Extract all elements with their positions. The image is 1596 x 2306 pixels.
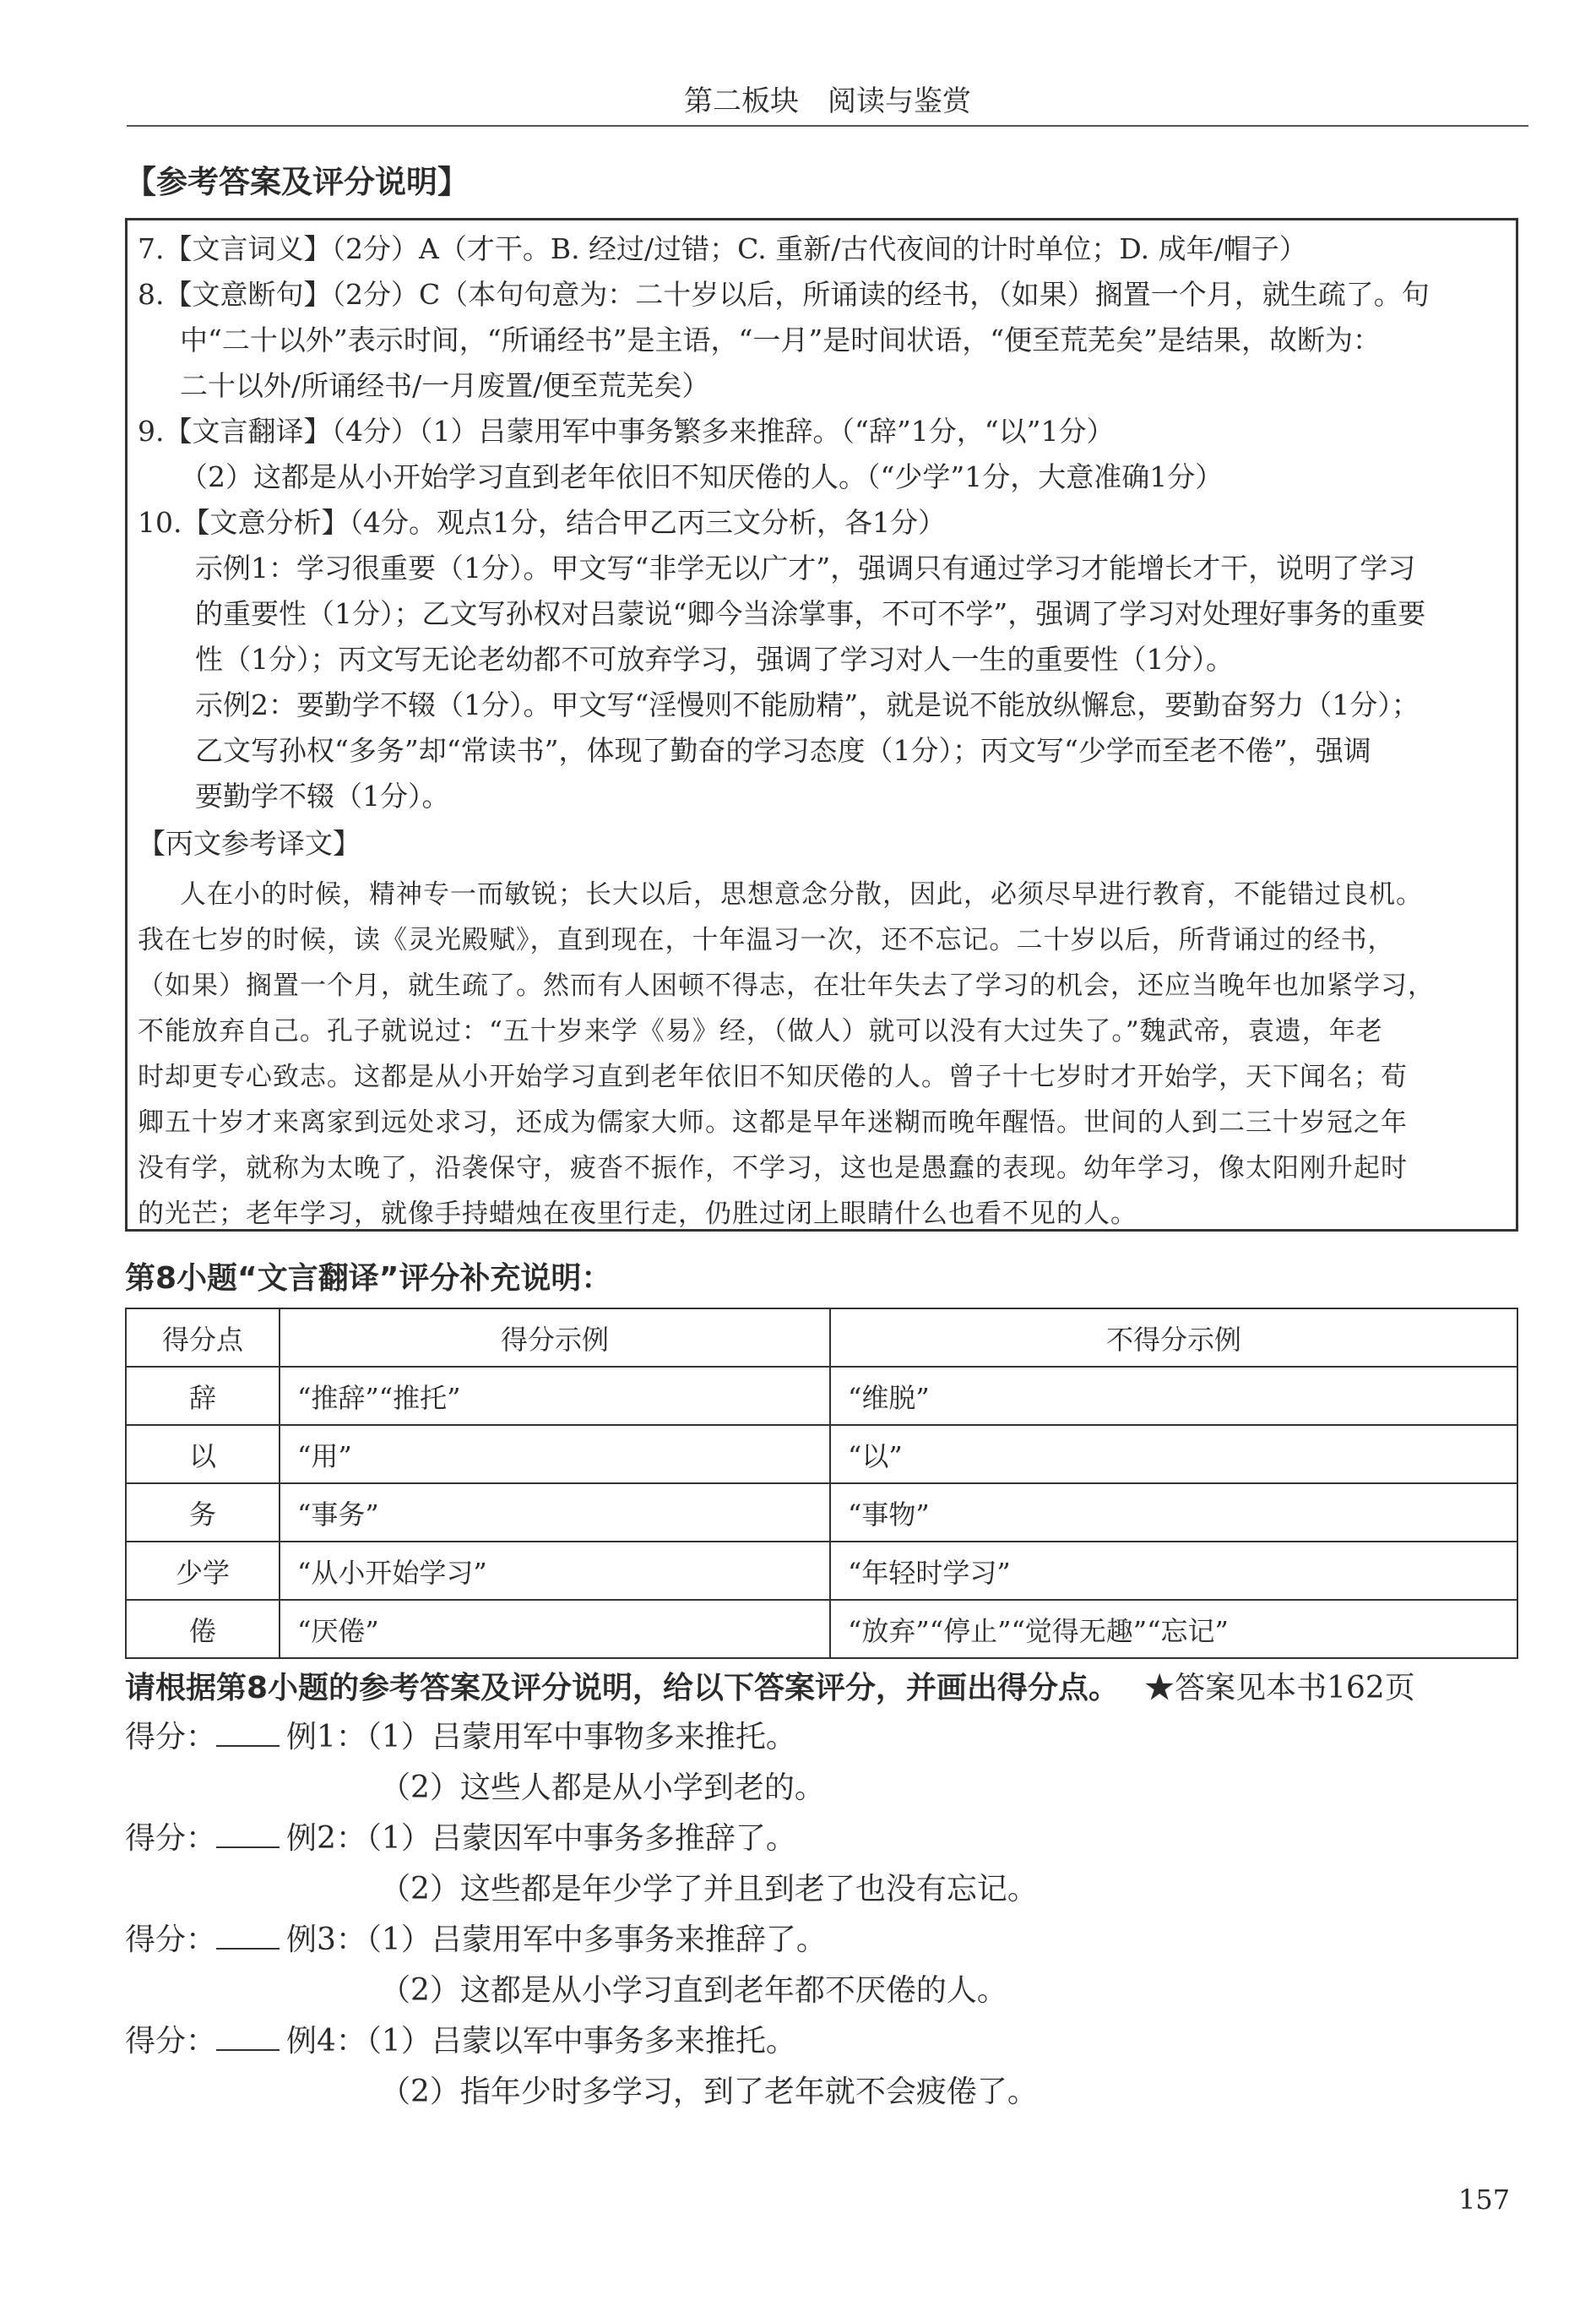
score-blank[interactable] bbox=[216, 1923, 280, 1950]
table-cell: 倦 bbox=[126, 1600, 280, 1658]
answer-line: 性（1分）；丙文写无论老幼都不可放弃学习，强调了学习对人一生的重要性（1分）。 bbox=[195, 643, 1234, 676]
answer-line: 中“二十以外”表示时间，“所诵经书”是主语，“一月”是时间状语，“便至荒芜矣”是结果，故断为： bbox=[180, 324, 1381, 356]
example-4-line-2: （2）指年少时多学习，到了老年就不会疲倦了。 bbox=[380, 2075, 1038, 2109]
task-text: 请根据第8小题的参考答案及评分说明，给以下答案评分，并画出得分点。 bbox=[125, 1671, 1120, 1705]
translation-line: （如果）搁置一个月，就生疏了。然而有人困顿不得志，在壮年失去了学习的机会，还应当晚年也加紧学习， bbox=[138, 971, 1435, 1001]
answer-line: 示例1：学习很重要（1分）。甲文写“非学无以广才”，强调只有通过学习才能增长才干，说明了学习 bbox=[195, 552, 1416, 585]
example-1-line-1 bbox=[125, 1713, 796, 1756]
example-2-line-2: （2）这些都是年少学了并且到老了也没有忘记。 bbox=[380, 1872, 1038, 1906]
score-label: 得分： bbox=[125, 1923, 217, 1957]
example-label: 例3： bbox=[286, 1923, 366, 1957]
table-cell: “从小开始学习” bbox=[280, 1542, 830, 1600]
translation-title: 【丙文参考译文】 bbox=[138, 827, 361, 860]
table-cell: “维脱” bbox=[830, 1367, 1517, 1425]
example-4-line-1 bbox=[125, 2017, 796, 2060]
answer-line: 10.【文意分析】（4分。观点1分，结合甲乙丙三文分析，各1分） bbox=[138, 506, 946, 539]
translation-line: 我在七岁的时候，读《灵光殿赋》，直到现在，十年温习一次，还不忘记。二十岁以后，所背诵过的经书， bbox=[138, 925, 1395, 955]
table-cell: “年轻时学习” bbox=[830, 1542, 1517, 1600]
table-cell: “事物” bbox=[830, 1483, 1517, 1542]
translation-line: 人在小的时候，精神专一而敏锐；长大以后，思想意念分散，因此，必须尽早进行教育，不能错过良机。 bbox=[180, 879, 1423, 910]
table-row bbox=[126, 1600, 1517, 1658]
answer-line: 二十以外/所诵经书/一月废置/便至荒芜矣） bbox=[180, 369, 710, 402]
table-cell: “事务” bbox=[280, 1483, 830, 1542]
score-blank[interactable] bbox=[216, 1720, 280, 1747]
example-label: 例1： bbox=[286, 1720, 366, 1754]
page-number: 157 bbox=[1458, 2184, 1511, 2216]
example-2-line-1 bbox=[125, 1814, 796, 1857]
section-title: 【参考答案及评分说明】 bbox=[125, 164, 469, 200]
translation-line: 的光芒；老年学习，就像手持蜡烛在夜里行走，仍胜过闭上眼睛什么也看不见的人。 bbox=[138, 1199, 1137, 1229]
table-header: 得分示例 bbox=[280, 1308, 830, 1367]
header-divider bbox=[127, 125, 1528, 127]
translation-line: 时却更专心致志。这都是从小开始学习直到老年依旧不知厌倦的人。曾子十七岁时才开始学，天下闻名；荀 bbox=[138, 1062, 1408, 1092]
answer-line: 示例2：要勤学不辍（1分）。甲文写“淫慢则不能励精”，就是说不能放纵懈怠，要勤奋努力（1分）； bbox=[195, 688, 1420, 721]
supplement-title: 第8小题“文言翻译”评分补充说明： bbox=[125, 1261, 612, 1296]
example-answer: （1）吕蒙因军中事务多推辞了。 bbox=[366, 1821, 796, 1856]
table-cell: 以 bbox=[126, 1425, 280, 1483]
translation-line: 没有学，就称为太晚了，沿袭保守，疲沓不振作，不学习，这也是愚蠢的表现。幼年学习，像太阳刚升起时 bbox=[138, 1153, 1408, 1183]
answer-line: 8.【文意断句】（2分）C（本句句意为：二十岁以后，所诵读的经书，（如果）搁置一个月，就生疏了。句 bbox=[138, 278, 1430, 311]
table-row bbox=[126, 1542, 1517, 1600]
table-header: 得分点 bbox=[126, 1308, 280, 1367]
table-header-row bbox=[126, 1308, 1517, 1367]
answer-line: 7.【文言词义】（2分）A（才干。B. 经过/过错；C. 重新/古代夜间的计时单位；D. 成年/帽子） bbox=[138, 232, 1307, 265]
table-row bbox=[126, 1425, 1517, 1483]
table-cell: “以” bbox=[830, 1425, 1517, 1483]
example-3-line-1 bbox=[125, 1916, 827, 1959]
score-blank[interactable] bbox=[216, 1821, 280, 1848]
answer-line: （2）这都是从小开始学习直到老年依旧不知厌倦的人。（“少学”1分，大意准确1分） bbox=[180, 460, 1224, 493]
page-header: 第二板块 阅读与鉴赏 bbox=[684, 84, 971, 118]
table-header: 不得分示例 bbox=[830, 1308, 1517, 1367]
table-cell: 务 bbox=[126, 1483, 280, 1542]
answer-line: 乙文写孙权“多务”却“常读书”，体现了勤奋的学习态度（1分）；丙文写“少学而至老不倦”，强调 bbox=[195, 734, 1371, 767]
score-label: 得分： bbox=[125, 1821, 217, 1856]
example-answer: （1）吕蒙用军中多事务来推辞了。 bbox=[366, 1923, 827, 1957]
table-cell: “厌倦” bbox=[280, 1600, 830, 1658]
score-blank[interactable] bbox=[216, 2024, 280, 2051]
task-instruction bbox=[125, 1664, 1415, 1707]
example-label: 例4： bbox=[286, 2024, 366, 2059]
table-cell: “放弃”“停止”“觉得无趣”“忘记” bbox=[830, 1600, 1517, 1658]
score-label: 得分： bbox=[125, 1720, 217, 1754]
table-cell: 辞 bbox=[126, 1367, 280, 1425]
grading-table bbox=[125, 1308, 1518, 1659]
translation-line: 不能放弃自己。孔子就说过：“五十岁来学《易》经，（做人）就可以没有大过失了。”魏武帝，袁遗，年老 bbox=[138, 1016, 1383, 1047]
answer-line: 9.【文言翻译】（4分）（1）吕蒙用军中事务繁多来推辞。（“辞”1分，“以”1分） bbox=[138, 415, 1115, 448]
table-cell: 少学 bbox=[126, 1542, 280, 1600]
translation-line: 卿五十岁才来离家到远处求习，还成为儒家大师。这都是早年迷糊而晚年醒悟。世间的人到二三十岁冠之年 bbox=[138, 1107, 1408, 1138]
table-cell: “用” bbox=[280, 1425, 830, 1483]
score-label: 得分： bbox=[125, 2024, 217, 2059]
answer-line: 的重要性（1分）；乙文写孙权对吕蒙说“卿今当涂掌事，不可不学”，强调了学习对处理好事务的重要 bbox=[195, 597, 1426, 630]
table-cell: “推辞”“推托” bbox=[280, 1367, 830, 1425]
example-answer: （1）吕蒙用军中事物多来推托。 bbox=[366, 1720, 796, 1754]
answer-line: 要勤学不辍（1分）。 bbox=[195, 780, 450, 813]
answer-reference: ★答案见本书162页 bbox=[1144, 1671, 1415, 1705]
example-answer: （1）吕蒙以军中事务多来推托。 bbox=[366, 2024, 796, 2059]
answer-box bbox=[125, 218, 1518, 1232]
example-label: 例2： bbox=[286, 1821, 366, 1856]
table-row bbox=[126, 1367, 1517, 1425]
example-3-line-2: （2）这都是从小学习直到老年都不厌倦的人。 bbox=[380, 1973, 1007, 2008]
example-1-line-2: （2）这些人都是从小学到老的。 bbox=[380, 1770, 825, 1805]
table-row bbox=[126, 1483, 1517, 1542]
